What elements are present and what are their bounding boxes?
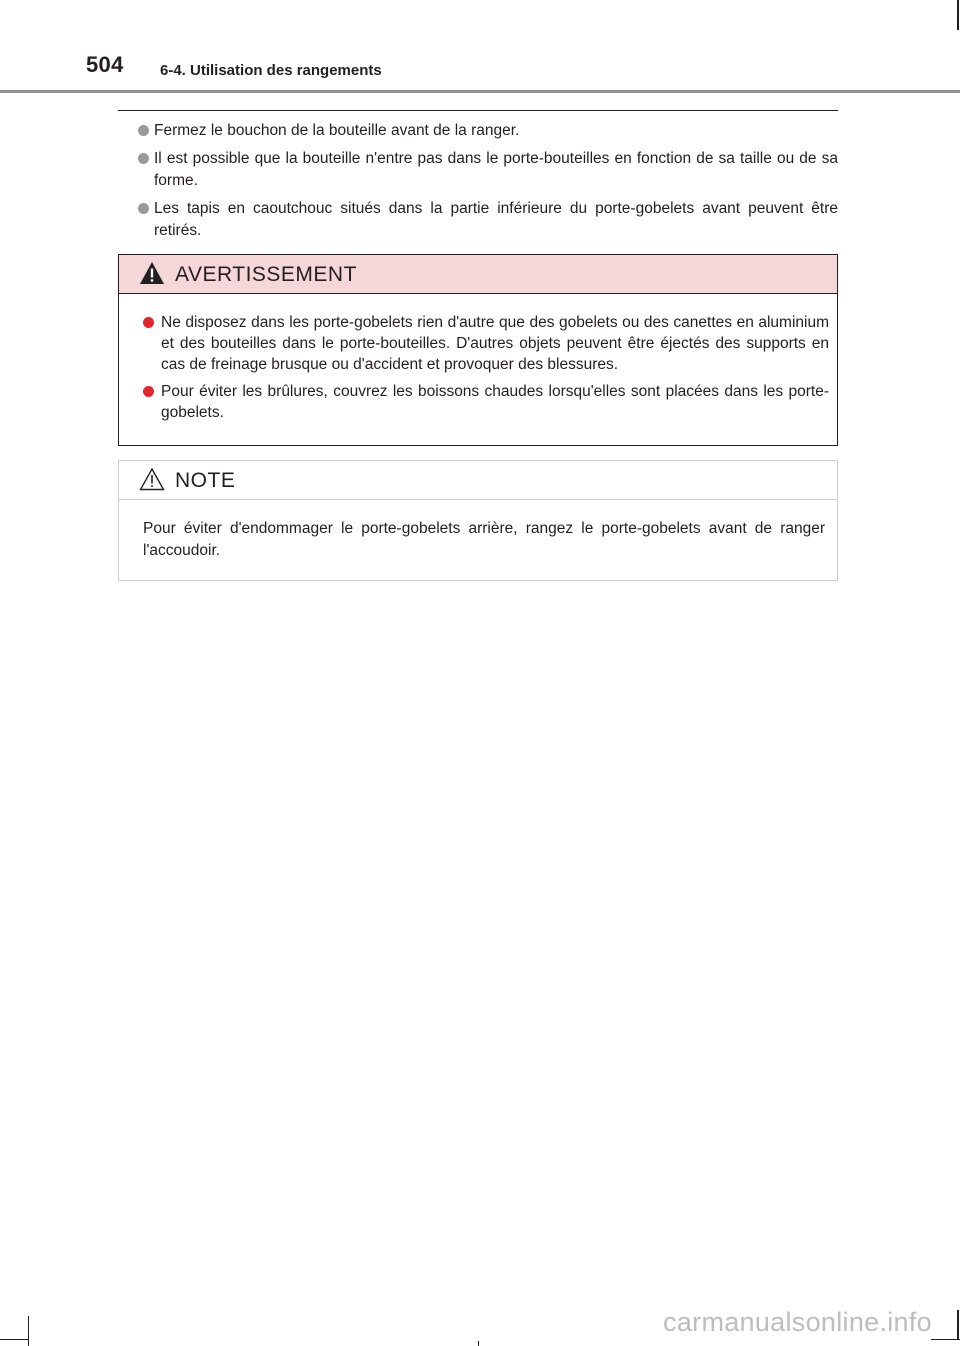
warning-triangle-icon bbox=[139, 261, 165, 285]
note-header bbox=[119, 461, 837, 500]
note-box bbox=[118, 460, 838, 581]
warning-header bbox=[119, 255, 837, 294]
warning-item bbox=[143, 312, 829, 375]
bullet-list bbox=[118, 120, 838, 248]
note-title: NOTE bbox=[175, 469, 236, 492]
bullet-text: Les tapis en caoutchouc situés dans la partie inférieure du porte-gobelets avant peuvent être retirés. bbox=[154, 200, 838, 239]
warning-item bbox=[143, 381, 829, 423]
bullet-icon bbox=[138, 203, 149, 214]
content-rule bbox=[118, 110, 838, 111]
note-text: Pour éviter d'endommager le porte-gobelets arrière, rangez le porte-gobelets avant de ranger l'accoudoir. bbox=[143, 520, 825, 559]
red-bullet-icon bbox=[143, 317, 154, 328]
list-item bbox=[118, 148, 838, 192]
crop-mark bbox=[957, 1310, 959, 1340]
caution-triangle-icon bbox=[139, 467, 165, 491]
crop-mark bbox=[28, 1316, 29, 1346]
list-item bbox=[118, 120, 838, 142]
warning-item-text: Ne disposez dans les porte-gobelets rien d'autre que des gobelets ou des canettes en aluminium et des bouteilles dans le porte-bouteilles. D'autres objets peuvent être éjectés des supports en cas de freinage brusque ou d'accident et provoquer des blessures. bbox=[161, 314, 829, 373]
bullet-icon bbox=[138, 125, 149, 136]
bullet-text: Fermez le bouchon de la bouteille avant de la ranger. bbox=[154, 122, 520, 139]
warning-title: AVERTISSEMENT bbox=[175, 263, 357, 286]
bullet-icon bbox=[138, 153, 149, 164]
bullet-text: Il est possible que la bouteille n'entre pas dans le porte-bouteilles en fonction de sa taille ou de sa forme. bbox=[154, 150, 838, 189]
crop-mark bbox=[478, 1341, 479, 1346]
red-bullet-icon bbox=[143, 386, 154, 397]
warning-item-text: Pour éviter les brûlures, couvrez les boissons chaudes lorsqu'elles sont placées dans les porte-gobelets. bbox=[161, 383, 829, 421]
warning-list bbox=[119, 294, 837, 423]
crop-mark bbox=[957, 0, 959, 30]
crop-mark bbox=[0, 1339, 28, 1340]
watermark: carmanualsonline.info bbox=[663, 1307, 932, 1337]
list-item bbox=[118, 198, 838, 242]
section-title: 6-4. Utilisation des rangements bbox=[160, 62, 382, 79]
crop-mark bbox=[931, 1339, 960, 1340]
header-rule bbox=[0, 90, 960, 93]
page-number: 504 bbox=[86, 52, 124, 77]
warning-box bbox=[118, 254, 838, 446]
